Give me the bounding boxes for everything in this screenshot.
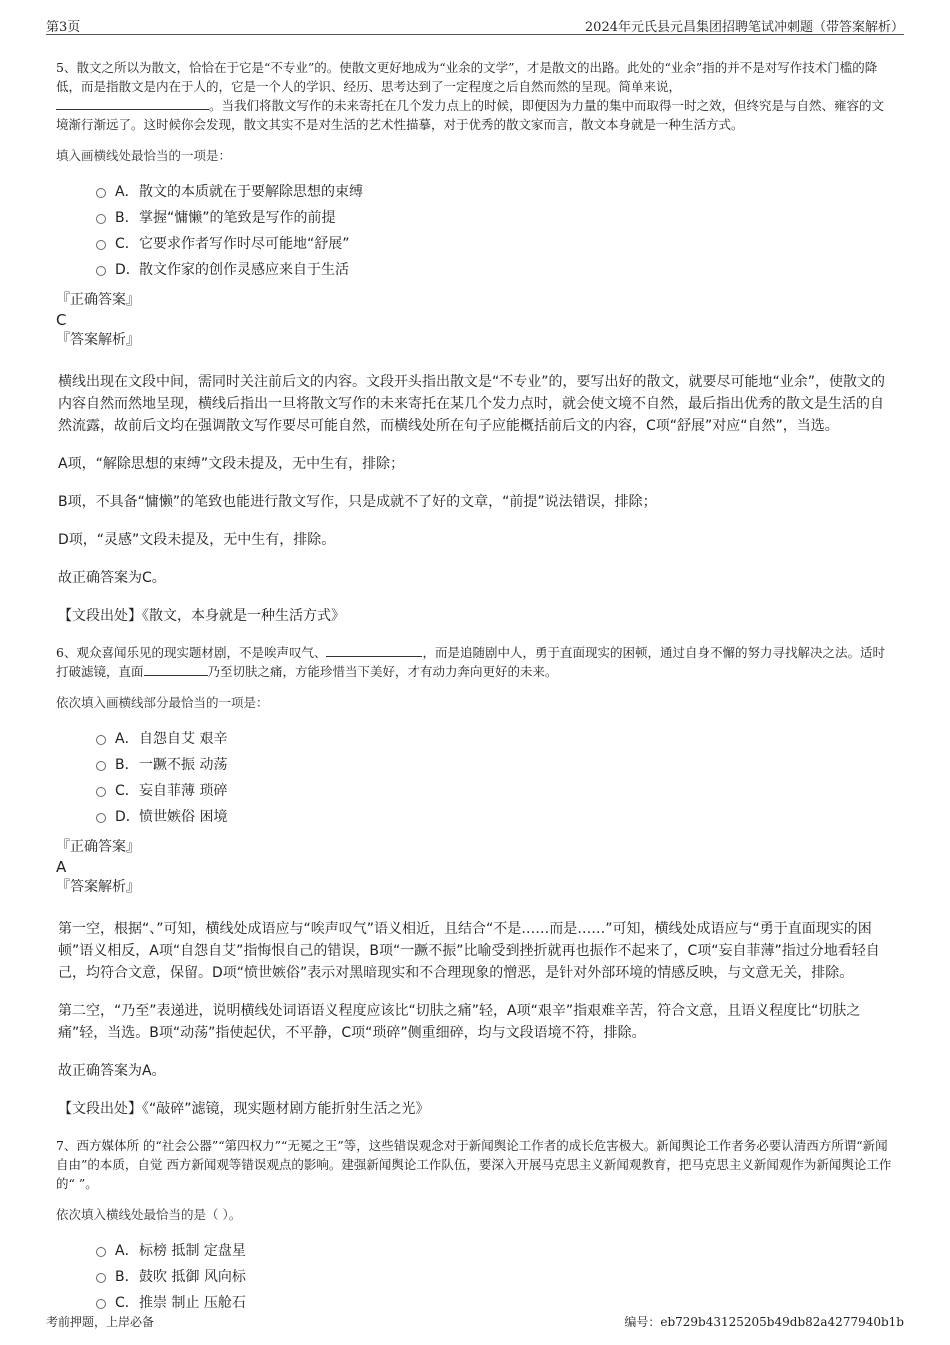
analysis-label: 『答案解析』	[56, 879, 140, 895]
option-b[interactable]: B．掌握“慵懒”的笔致是写作的前提	[96, 205, 896, 231]
explanation-paragraph: A项，“解除思想的束缚”文段未提及，无中生有，排除；	[58, 456, 405, 472]
explanation-paragraph: D项，“灵感”文段未提及，无中生有，排除。	[58, 532, 336, 548]
explanation-paragraph: 横线出现在文段中间，需同时关注前后文的内容。文段开头指出散文是“不专业”的，要写出好的散文，就要尽可能地“业余”，使散文的内容自然而然地呈现，横线后指出一旦将散文写作的未来寄托在某几个发力点时，就会使文境不自然，最后指出优秀的散文是生活的自然流露，故前后文均在强调散文写作要尽可能自然，而横线处所在句子应能概括前后文的内容，C项“舒展”对应“自然”，当选。	[58, 374, 886, 434]
explanation-paragraph: 第一空，根据“、”可知，横线处成语应与“唉声叹气”语义相近，且结合“不是……而是……”可知，横线处成语应与“勇于直面现实的困顿”语义相反，A项“自怨自艾”指悔恨自己的错误，B项“一蹶不振”比喻受到挫折就再也振作不起来了，C项“妄自菲薄”指过分地看轻自己，均符合文意，保留。D项“愤世嫉俗”表示对黑暗现实和不合理现象的憎恶，是针对外部环境的情感反映，与文意无关，排除。	[58, 921, 880, 981]
option-a[interactable]: A．标榜 抵制 定盘星	[96, 1238, 896, 1264]
question-6	[56, 643, 896, 1120]
explanation-paragraph: 故正确答案为A。	[58, 1063, 166, 1079]
question-5	[56, 58, 896, 627]
document-title: 2024年元氏县元昌集团招聘笔试冲刺题（带答案解析）	[584, 20, 904, 35]
page-number: 第3页	[46, 20, 81, 35]
correct-answer: C	[56, 311, 67, 329]
radio-icon[interactable]	[96, 266, 106, 276]
fill-blank	[56, 97, 209, 110]
source-citation: 【文段出处】《散文，本身就是一种生活方式》	[58, 608, 345, 624]
fill-blank	[326, 644, 422, 657]
explanation-paragraph: 故正确答案为C。	[58, 570, 166, 586]
option-d[interactable]: D．散文作家的创作灵感应来自于生活	[96, 257, 896, 283]
option-a[interactable]: A．自怨自艾 艰辛	[96, 726, 896, 752]
question-prompt: 依次填入横线处最恰当的是（ ）。	[56, 1207, 242, 1222]
radio-icon[interactable]	[96, 188, 106, 198]
option-c[interactable]: C．推崇 制止 压舱石	[96, 1290, 896, 1316]
page-header	[46, 14, 904, 35]
question-7	[56, 1136, 896, 1316]
radio-icon[interactable]	[96, 1299, 106, 1309]
question-prompt: 填入画横线处最恰当的一项是：	[56, 148, 232, 163]
option-c[interactable]: C．妄自菲薄 琐碎	[96, 778, 896, 804]
explanation-paragraph: 第二空，“乃至”表递进，说明横线处词语语义程度应该比“切肤之痛”轻，A项“艰辛”指艰难辛苦，符合文意，且语义程度比“切肤之痛”轻，当选。B项“动荡”指使起伏，不平静，C项“琐碎”侧重细碎，均与文段语境不符，排除。	[58, 1003, 861, 1041]
footer-slogan: 考前押题，上岸必备	[46, 1315, 155, 1329]
correct-answer: A	[56, 858, 67, 876]
document-body	[56, 58, 896, 1322]
radio-icon[interactable]	[96, 1247, 106, 1257]
question-stem: 7、西方媒体所 的“社会公器”“第四权力”“无冕之王”等，这些错误观念对于新闻舆论工作者的成长危害极大。新闻舆论工作者务必要认清西方所谓“新闻自由”的本质，自觉 西方新闻观等错误观点的影响。建强新闻舆论工作队伍，要深入开展马克思主义新闻观教育，把马克思主义新闻观作为新闻舆论工作的“ ”。	[56, 1138, 892, 1191]
option-list	[56, 1238, 896, 1316]
answer-label: 『正确答案』	[56, 839, 140, 855]
question-prompt: 依次填入画横线部分最恰当的一项是：	[56, 695, 269, 710]
radio-icon[interactable]	[96, 761, 106, 771]
radio-icon[interactable]	[96, 240, 106, 250]
question-stem: 5、散文之所以为散文，恰恰在于它是“不专业”的。使散文更好地成为“业余的文学”，才是散文的出路。此处的“业余”指的并不是对写作技术门槛的降低，而是指散文是内在于人的，它是一个人的学识、经历、思考达到了一定程度之后自然而然的呈现。简单来说， 。当我们将散文写作的未来寄托在几个发力点上的时候，即便因为力量的集中而取得一时之效，但终究是与自然、雍容的文境渐行渐远了。这时候你会发现，散文其实不是对生活的艺术性描摹，对于优秀的散文家而言，散文本身就是一种生活方式。	[56, 60, 885, 132]
explanation-paragraph: B项，不具备“慵懒”的笔致也能进行散文写作，只是成就不了好的文章，“前提”说法错误，排除；	[58, 494, 657, 510]
option-a[interactable]: A．散文的本质就在于要解除思想的束缚	[96, 179, 896, 205]
fill-blank	[144, 663, 208, 676]
option-b[interactable]: B．一蹶不振 动荡	[96, 752, 896, 778]
option-b[interactable]: B．鼓吹 抵御 风向标	[96, 1264, 896, 1290]
radio-icon[interactable]	[96, 813, 106, 823]
question-stem: 6、观众喜闻乐见的现实题材剧，不是唉声叹气、 ，而是追随剧中人，勇于直面现实的困顿，通过自身不懈的努力寻找解决之法。适时打破滤镜，直面 乃至切肤之痛，方能珍惜当下美好，才有动力奔向更好的未来。	[56, 645, 885, 679]
radio-icon[interactable]	[96, 214, 106, 224]
source-citation: 【文段出处】《“敲碎”滤镜，现实题材剧方能折射生活之光》	[58, 1101, 430, 1117]
radio-icon[interactable]	[96, 1273, 106, 1283]
radio-icon[interactable]	[96, 787, 106, 797]
answer-label: 『正确答案』	[56, 292, 140, 308]
option-d[interactable]: D．愤世嫉俗 困境	[96, 804, 896, 830]
option-list	[56, 179, 896, 283]
document-code: 编号：eb729b43125205b49db82a4277940b1b	[624, 1315, 904, 1329]
analysis-label: 『答案解析』	[56, 332, 140, 348]
radio-icon[interactable]	[96, 735, 106, 745]
option-list	[56, 726, 896, 830]
option-c[interactable]: C．它要求作者写作时尽可能地“舒展”	[96, 231, 896, 257]
